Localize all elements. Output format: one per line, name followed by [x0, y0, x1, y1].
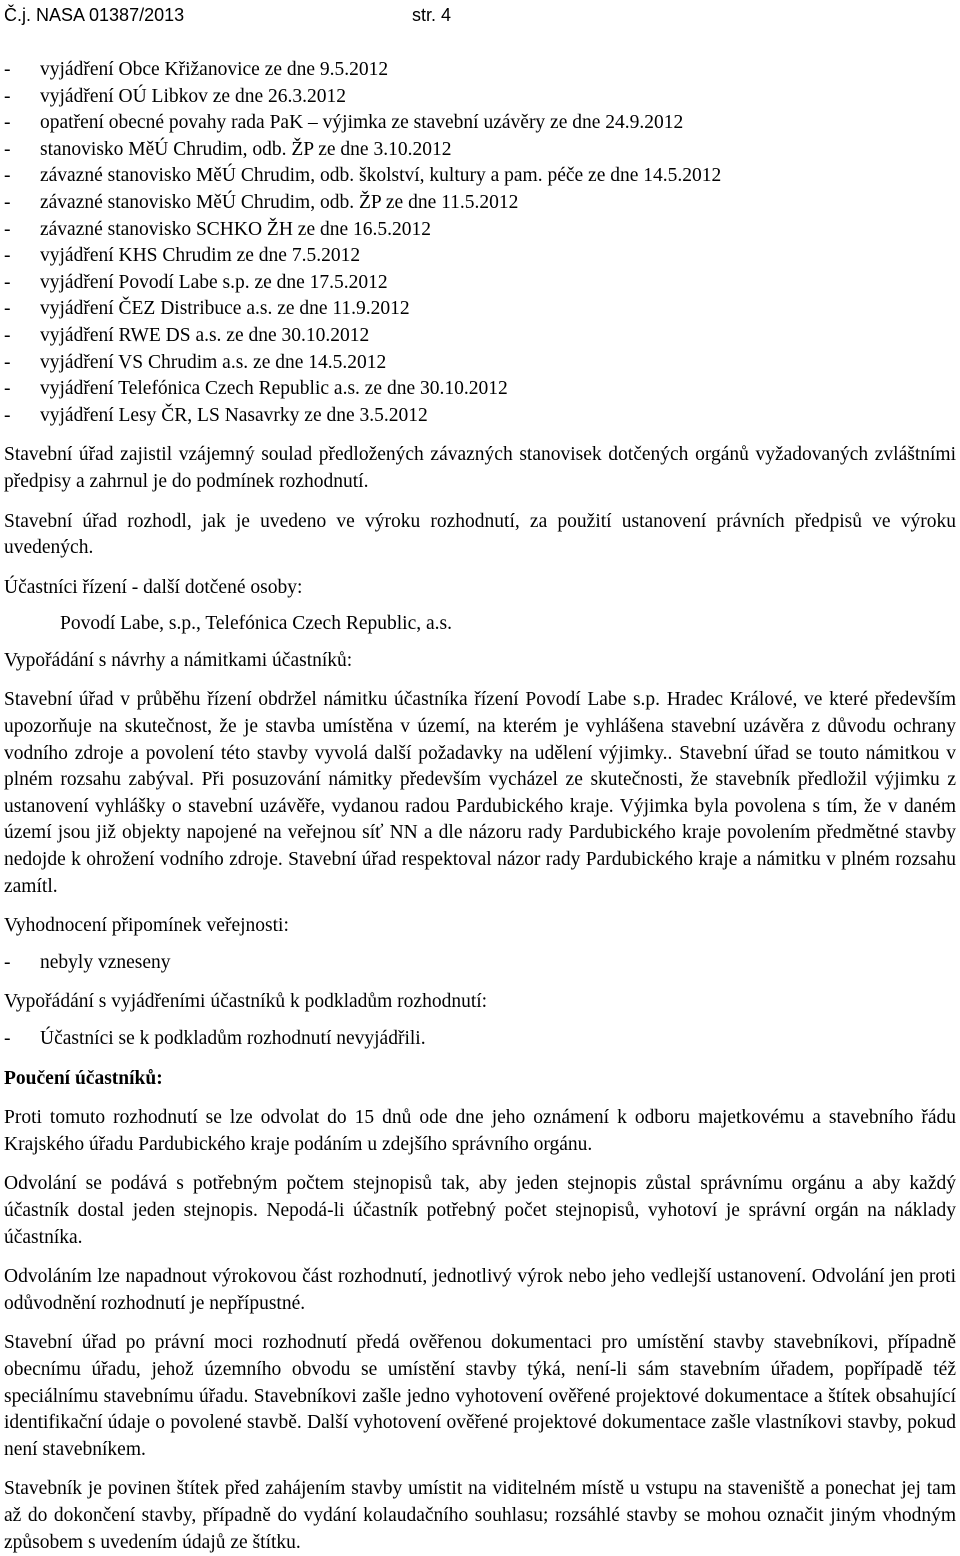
list-item: - nebyly vzneseny	[4, 951, 171, 973]
list-item: - vyjádření Telefónica Czech Republic a.s. ze dne 30.10.2012	[4, 378, 508, 400]
documents-list	[4, 1026, 956, 1053]
participants-list: Povodí Labe, s.p., Telefónica Czech Republic, a.s.	[60, 613, 452, 635]
paragraph-consistency: Stavební úřad zajistil vzájemný soulad předložených závazných stanovisek dotčených orgánů vyžadovaných zvláštními předpisy a zahrnul je do podmínek rozhodnutí.	[4, 444, 956, 492]
instruction-paragraph-scope: Odvoláním lze napadnout výrokovou část rozhodnutí, jednotlivý výrok nebo jeho vedlejší ustanovení. Odvolání jen proti odůvodnění rozhodnutí je nepřípustné.	[4, 1266, 956, 1314]
objections-heading: Vypořádání s návrhy a námitkami účastníků:	[4, 649, 353, 671]
public-comments-list	[4, 950, 956, 977]
document-body	[4, 57, 956, 1556]
paragraph-decision: Stavební úřad rozhodl, jak je uvedeno ve výroku rozhodnutí, za použití ustanovení právních předpisů ve výroku uvedených.	[4, 510, 956, 559]
list-item: - závazné stanovisko MěÚ Chrudim, odb. školství, kultury a pam. péče ze dne 14.5.2012	[4, 165, 722, 187]
instruction-heading: Poučení účastníků:	[4, 1067, 163, 1089]
instruction-paragraph-copies: Odvolání se podává s potřebným počtem stejnopisů tak, aby jeden stejnopis zůstal správnímu orgánu a aby každý účastník dostal jeden stejnopis. Nepodá-li účastník potřebný počet stejnopisů, vyhotoví je správní orgán na náklady účastníka.	[4, 1173, 956, 1248]
list-item: - vyjádření RWE DS a.s. ze dne 30.10.2012	[4, 324, 370, 346]
list-item: - vyjádření ČEZ Distribuce a.s. ze dne 11.9.2012	[4, 298, 410, 320]
list-item: - opatření obecné povahy rada PaK – výjimka ze stavební uzávěry ze dne 24.9.2012	[4, 112, 684, 134]
instruction-paragraph-documentation: Stavební úřad po právní moci rozhodnutí předá ověřenou dokumentaci pro umístění stavby stavebníkovi, případně obecnímu úřadu, jehož územního obvodu se umístění stavby týká, není-li sám stavebním úřadem, popřípadě též speciálnímu stavebnímu úřadu. Stavebníkovi zašle jedno vyhotovení ověřené projektové dokumentace a štítek obsahující identifikační údaje o povolené stavbě. Další vyhotovení ověřené projektové dokumentace zašle vlastníkovi stavby, pokud není stavebníkem.	[4, 1332, 956, 1460]
participants-heading: Účastníci řízení - další dotčené osoby:	[4, 576, 303, 598]
instruction-paragraph-label: Stavebník je povinen štítek před zahájením stavby umístit na viditelném místě u vstupu na staveniště a ponechat jej tam až do dokončení stavby, případně do vydání kolaudačního souhlasu; rozsáhlé stavby se mohou označit jiným vhodným způsobem s uvedením údajů ze štítku.	[4, 1478, 956, 1553]
page-number: str. 4	[412, 5, 452, 25]
list-item: - závazné stanovisko MěÚ Chrudim, odb. ŽP ze dne 11.5.2012	[4, 191, 519, 213]
list-item: - vyjádření OÚ Libkov ze dne 26.3.2012	[4, 85, 346, 107]
instruction-paragraph-appeal: Proti tomuto rozhodnutí se lze odvolat do 15 dnů ode dne jeho oznámení k odboru majetkovému a stavebního řádu Krajského úřadu Pardubického kraje podáním u zdejšího správního orgánu.	[4, 1107, 956, 1155]
list-item: - vyjádření VS Chrudim a.s. ze dne 14.5.2012	[4, 351, 387, 373]
opinions-list	[4, 57, 956, 429]
list-item: - stanovisko MěÚ Chrudim, odb. ŽP ze dne 3.10.2012	[4, 138, 452, 160]
case-number: Č.j. NASA 01387/2013	[4, 5, 185, 25]
list-item: - vyjádření Povodí Labe s.p. ze dne 17.5.2012	[4, 271, 388, 293]
list-item: - vyjádření Lesy ČR, LS Nasavrky ze dne 3.5.2012	[4, 404, 428, 426]
list-item: - vyjádření Obce Křižanovice ze dne 9.5.2012	[4, 59, 389, 80]
list-item: - Účastníci se k podkladům rozhodnutí nevyjádřili.	[4, 1028, 426, 1049]
objections-paragraph: Stavební úřad v průběhu řízení obdržel námitku účastníka řízení Povodí Labe s.p. Hradec Králové, ve které především upozorňuje na skutečnost, že je stavba umístěna v území, na kterém je vyhlášena stavební uzávěra z důvodu ochrany vodního zdroje a povolení této stavby vyvolá další požadavky na udělení výjimky.. Stavební úřad se touto námitkou v plném rozsahu zabýval. Při posuzování námitky především vycházel ze skutečnosti, že stavebník předložil výjimku z ustanovení vyhlášky o stavební uzávěře, vydanou radou Pardubického kraje. Výjimka byla povolena s tím, že v daném území jsou již objekty napojené na veřejnou síť NN a dle názoru rady Pardubického kraje povolením předmětné stavby nedojde k ohrožení vodního zdroje. Stavební úřad respektoval názor rady Pardubického kraje a námitku v plném rozsahu zamítl.	[4, 689, 956, 897]
list-item: - závazné stanovisko SCHKO ŽH ze dne 16.5.2012	[4, 218, 431, 240]
page-header	[4, 4, 452, 26]
public-comments-heading: Vyhodnocení připomínek veřejnosti:	[4, 915, 289, 937]
list-item: - vyjádření KHS Chrudim ze dne 7.5.2012	[4, 245, 361, 267]
documents-heading: Vypořádání s vyjádřeními účastníků k podkladům rozhodnutí:	[4, 991, 488, 1013]
